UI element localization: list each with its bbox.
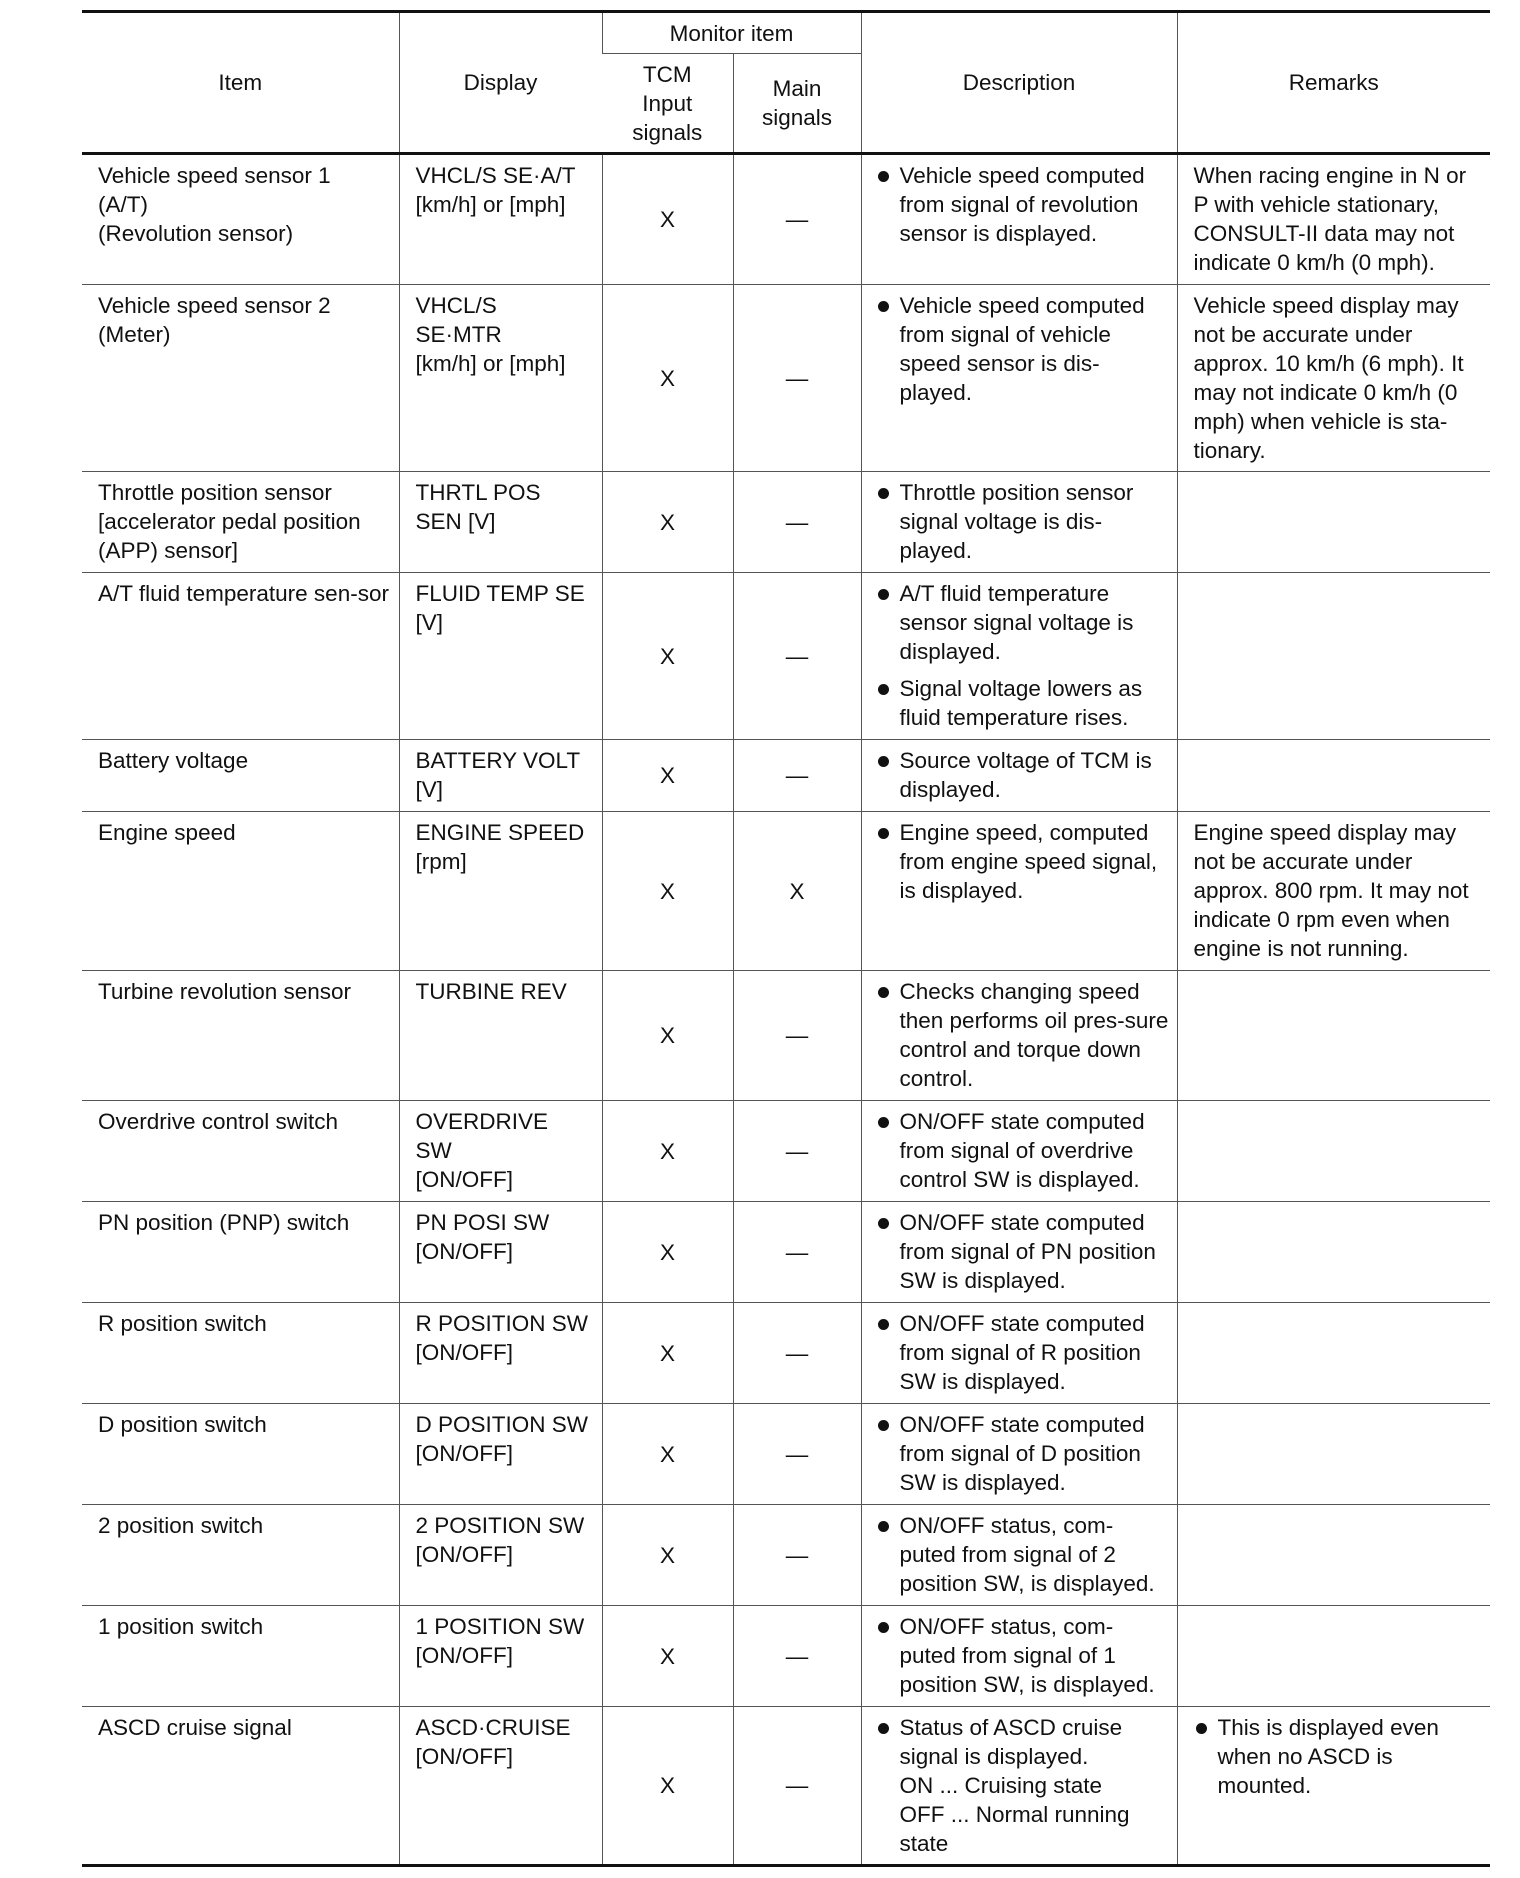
description-text: ON/OFF state computed from signal of D position SW is displayed.	[899, 1412, 1145, 1495]
description-text: ON/OFF state computed from signal of R position SW is displayed.	[899, 1311, 1145, 1394]
table-row	[82, 1707, 1490, 1866]
description-cell	[861, 472, 1177, 573]
description-bullet	[876, 1107, 1169, 1194]
display-cell	[399, 1707, 602, 1866]
item-text: Battery voltage	[98, 748, 249, 773]
tcm-input-mark: X	[659, 509, 675, 535]
main-signal-mark: —	[785, 1441, 809, 1467]
table-header	[82, 12, 1490, 154]
main-signal-cell	[733, 285, 861, 472]
item-text: ASCD cruise signal	[98, 1715, 292, 1740]
table-row	[82, 573, 1490, 740]
remarks-cell	[1177, 472, 1490, 573]
display-cell	[399, 1505, 602, 1606]
description-bullet	[876, 478, 1169, 565]
display-text: BATTERY VOLT [V]	[415, 748, 581, 802]
display-cell	[399, 573, 602, 740]
main-signal-cell	[733, 740, 861, 812]
display-cell	[399, 1303, 602, 1404]
description-bullet	[876, 1511, 1169, 1598]
description-bullet	[876, 1410, 1169, 1497]
table-row	[82, 1202, 1490, 1303]
tcm-input-mark: X	[659, 1138, 675, 1164]
item-cell	[82, 1404, 399, 1505]
description-cell	[861, 1606, 1177, 1707]
main-signal-mark: —	[785, 763, 809, 788]
table-row	[82, 971, 1490, 1101]
description-text: ON/OFF state computed from signal of overdrive control SW is displayed.	[899, 1109, 1145, 1192]
item-cell	[82, 971, 399, 1101]
description-cell	[861, 812, 1177, 971]
description-bullet	[876, 1612, 1169, 1699]
description-cell	[861, 1505, 1177, 1606]
remarks-text: Vehicle speed display may not be accurate under approx. 10 km/h (6 mph). It may not indicate 0 km/h (0 mph) when vehicle is sta-tionary.	[1193, 293, 1464, 463]
main-signal-cell	[733, 573, 861, 740]
remarks-cell	[1177, 1303, 1490, 1404]
tcm-input-mark: X	[659, 1773, 675, 1798]
main-signal-mark: —	[785, 1643, 809, 1669]
item-text: A/T fluid temperature sen-sor	[98, 581, 389, 606]
item-cell	[82, 1606, 399, 1707]
display-text: PN POSI SW [ON/OFF]	[415, 1210, 550, 1264]
main-signal-cell	[733, 154, 861, 285]
display-cell	[399, 154, 602, 285]
item-text: PN position (PNP) switch	[98, 1210, 350, 1235]
display-text: R POSITION SW [ON/OFF]	[415, 1311, 589, 1365]
table-row	[82, 1606, 1490, 1707]
display-cell	[399, 812, 602, 971]
header-monitor-item: Monitor item	[602, 12, 861, 54]
main-signal-mark: X	[789, 878, 805, 904]
main-signal-mark: —	[785, 643, 809, 669]
main-signal-mark: —	[785, 509, 809, 535]
tcm-input-mark: X	[659, 1542, 675, 1568]
item-cell	[82, 1303, 399, 1404]
main-signal-cell	[733, 812, 861, 971]
display-cell	[399, 971, 602, 1101]
remarks-text: Engine speed display may not be accurate under approx. 800 rpm. It may not indicate 0 rpm even when engine is not running.	[1193, 820, 1469, 961]
item-cell	[82, 285, 399, 472]
item-text: Engine speed	[98, 820, 236, 845]
tcm-input-cell	[602, 573, 733, 740]
display-text: TURBINE REV	[415, 979, 567, 1004]
tcm-input-mark: X	[659, 1643, 675, 1669]
monitor-item-table	[82, 10, 1490, 1867]
description-bullet	[876, 1309, 1169, 1396]
remarks-cell	[1177, 1404, 1490, 1505]
description-bullet	[876, 579, 1169, 666]
display-cell	[399, 740, 602, 812]
main-signal-mark: —	[785, 1542, 809, 1568]
item-cell	[82, 573, 399, 740]
main-signal-cell	[733, 1202, 861, 1303]
description-cell	[861, 1707, 1177, 1866]
header-item: Item	[82, 12, 399, 154]
description-text: Vehicle speed computed from signal of vehicle speed sensor is dis-played.	[899, 293, 1145, 405]
description-bullet	[876, 746, 1169, 804]
item-cell	[82, 154, 399, 285]
item-text: Overdrive control switch	[98, 1109, 339, 1134]
item-cell	[82, 1101, 399, 1202]
display-text: ENGINE SPEED [rpm]	[415, 820, 585, 874]
description-bullet	[876, 818, 1169, 905]
tcm-input-mark: X	[659, 878, 675, 904]
description-text: ON/OFF status, com-puted from signal of 1 position SW, is displayed.	[899, 1614, 1155, 1697]
display-cell	[399, 285, 602, 472]
description-bullet	[876, 291, 1169, 407]
header-description: Description	[861, 12, 1177, 154]
tcm-input-mark: X	[659, 1239, 675, 1265]
remarks-cell	[1177, 971, 1490, 1101]
description-bullet	[876, 1713, 1169, 1858]
item-cell	[82, 812, 399, 971]
description-bullet	[876, 161, 1169, 248]
tcm-input-mark: X	[659, 643, 675, 669]
description-text: Signal voltage lowers as fluid temperature rises.	[899, 676, 1143, 730]
tcm-input-cell	[602, 1606, 733, 1707]
item-text: Turbine revolution sensor	[98, 979, 352, 1004]
main-signal-mark: —	[785, 1773, 809, 1798]
remarks-cell	[1177, 1707, 1490, 1866]
remarks-cell	[1177, 1505, 1490, 1606]
remarks-cell	[1177, 1202, 1490, 1303]
remarks-cell	[1177, 812, 1490, 971]
display-cell	[399, 1202, 602, 1303]
tcm-input-mark: X	[659, 1441, 675, 1467]
remarks-cell	[1177, 573, 1490, 740]
tcm-input-cell	[602, 740, 733, 812]
main-signal-cell	[733, 1707, 861, 1866]
tcm-input-mark: X	[659, 207, 675, 232]
tcm-input-cell	[602, 1505, 733, 1606]
header-tcm-input-signals: TCM Input signals	[602, 54, 733, 154]
description-cell	[861, 1101, 1177, 1202]
display-text: FLUID TEMP SE [V]	[415, 581, 585, 635]
table-row	[82, 1303, 1490, 1404]
description-text: Engine speed, computed from engine speed signal, is displayed.	[899, 820, 1158, 903]
display-text: THRTL POS SEN [V]	[415, 480, 541, 534]
display-text: 2 POSITION SW [ON/OFF]	[415, 1513, 585, 1567]
tcm-input-mark: X	[659, 1023, 675, 1048]
main-signal-cell	[733, 1303, 861, 1404]
description-bullet	[876, 674, 1169, 732]
main-signal-mark: —	[785, 365, 809, 391]
display-cell	[399, 1606, 602, 1707]
table-row	[82, 472, 1490, 573]
display-text: VHCL/S SE·MTR [km/h] or [mph]	[415, 293, 566, 376]
item-cell	[82, 1202, 399, 1303]
display-text: 1 POSITION SW [ON/OFF]	[415, 1614, 585, 1668]
item-text: 2 position switch	[98, 1513, 264, 1538]
description-bullet	[876, 1208, 1169, 1295]
item-cell	[82, 472, 399, 573]
item-cell	[82, 740, 399, 812]
tcm-input-cell	[602, 1101, 733, 1202]
tcm-input-mark: X	[659, 1340, 675, 1366]
tcm-input-cell	[602, 154, 733, 285]
remarks-text: When racing engine in N or P with vehicle stationary, CONSULT-II data may not indicate 0 km/h (0 mph).	[1193, 163, 1467, 275]
tcm-input-cell	[602, 1202, 733, 1303]
description-text: Vehicle speed computed from signal of revolution sensor is displayed.	[899, 163, 1145, 246]
item-text: Vehicle speed sensor 1 (A/T) (Revolution sensor)	[98, 163, 331, 246]
tcm-input-cell	[602, 1404, 733, 1505]
main-signal-cell	[733, 971, 861, 1101]
table-row	[82, 1505, 1490, 1606]
remarks-text: This is displayed even when no ASCD is mounted.	[1217, 1715, 1439, 1798]
description-text: Source voltage of TCM is displayed.	[899, 748, 1152, 802]
remarks-cell	[1177, 1606, 1490, 1707]
item-text: 1 position switch	[98, 1614, 264, 1639]
description-cell	[861, 1404, 1177, 1505]
table-row	[82, 1101, 1490, 1202]
display-text: OVERDRIVE SW [ON/OFF]	[415, 1109, 549, 1192]
description-text: Status of ASCD cruise signal is displayed. ON ... Cruising state OFF ... Normal running state	[899, 1715, 1130, 1856]
main-signal-mark: —	[785, 1239, 809, 1265]
description-cell	[861, 573, 1177, 740]
description-bullet	[876, 977, 1169, 1093]
main-signal-mark: —	[785, 1138, 809, 1164]
item-text: R position switch	[98, 1311, 267, 1336]
table-row	[82, 740, 1490, 812]
description-cell	[861, 1303, 1177, 1404]
remarks-cell	[1177, 285, 1490, 472]
description-cell	[861, 285, 1177, 472]
description-text: A/T fluid temperature sensor signal voltage is displayed.	[899, 581, 1134, 664]
table-body	[82, 154, 1490, 1866]
description-cell	[861, 1202, 1177, 1303]
display-cell	[399, 1404, 602, 1505]
table-row	[82, 154, 1490, 285]
main-signal-cell	[733, 1505, 861, 1606]
main-signal-cell	[733, 1101, 861, 1202]
tcm-input-cell	[602, 971, 733, 1101]
display-text: ASCD·CRUISE [ON/OFF]	[415, 1715, 571, 1769]
item-text: D position switch	[98, 1412, 267, 1437]
main-signal-mark: —	[785, 207, 809, 232]
tcm-input-cell	[602, 1303, 733, 1404]
display-text: VHCL/S SE·A/T [km/h] or [mph]	[415, 163, 576, 217]
item-text: Throttle position sensor [accelerator pedal position (APP) sensor]	[98, 480, 361, 563]
display-cell	[399, 1101, 602, 1202]
tcm-input-cell	[602, 812, 733, 971]
table-row	[82, 812, 1490, 971]
display-text: D POSITION SW [ON/OFF]	[415, 1412, 589, 1466]
item-text: Vehicle speed sensor 2 (Meter)	[98, 293, 331, 347]
main-signal-cell	[733, 1606, 861, 1707]
tcm-input-mark: X	[659, 763, 675, 788]
table-row	[82, 1404, 1490, 1505]
tcm-input-cell	[602, 472, 733, 573]
header-display: Display	[399, 12, 602, 154]
description-cell	[861, 740, 1177, 812]
remarks-cell	[1177, 1101, 1490, 1202]
description-cell	[861, 154, 1177, 285]
item-cell	[82, 1505, 399, 1606]
description-text: ON/OFF state computed from signal of PN position SW is displayed.	[899, 1210, 1156, 1293]
description-text: ON/OFF status, com-puted from signal of 2 position SW, is displayed.	[899, 1513, 1155, 1596]
tcm-input-mark: X	[659, 365, 675, 391]
description-cell	[861, 971, 1177, 1101]
main-signal-mark: —	[785, 1023, 809, 1048]
item-cell	[82, 1707, 399, 1866]
main-signal-mark: —	[785, 1340, 809, 1366]
tcm-input-cell	[602, 285, 733, 472]
main-signal-cell	[733, 1404, 861, 1505]
description-text: Throttle position sensor signal voltage is dis-played.	[899, 480, 1134, 563]
display-cell	[399, 472, 602, 573]
header-remarks: Remarks	[1177, 12, 1490, 154]
remarks-bullet	[1194, 1713, 1483, 1800]
header-main-signals: Main signals	[733, 54, 861, 154]
description-text: Checks changing speed then performs oil pres-sure control and torque down control.	[899, 979, 1169, 1091]
remarks-cell	[1177, 740, 1490, 812]
main-signal-cell	[733, 472, 861, 573]
remarks-cell	[1177, 154, 1490, 285]
tcm-input-cell	[602, 1707, 733, 1866]
table-row	[82, 285, 1490, 472]
